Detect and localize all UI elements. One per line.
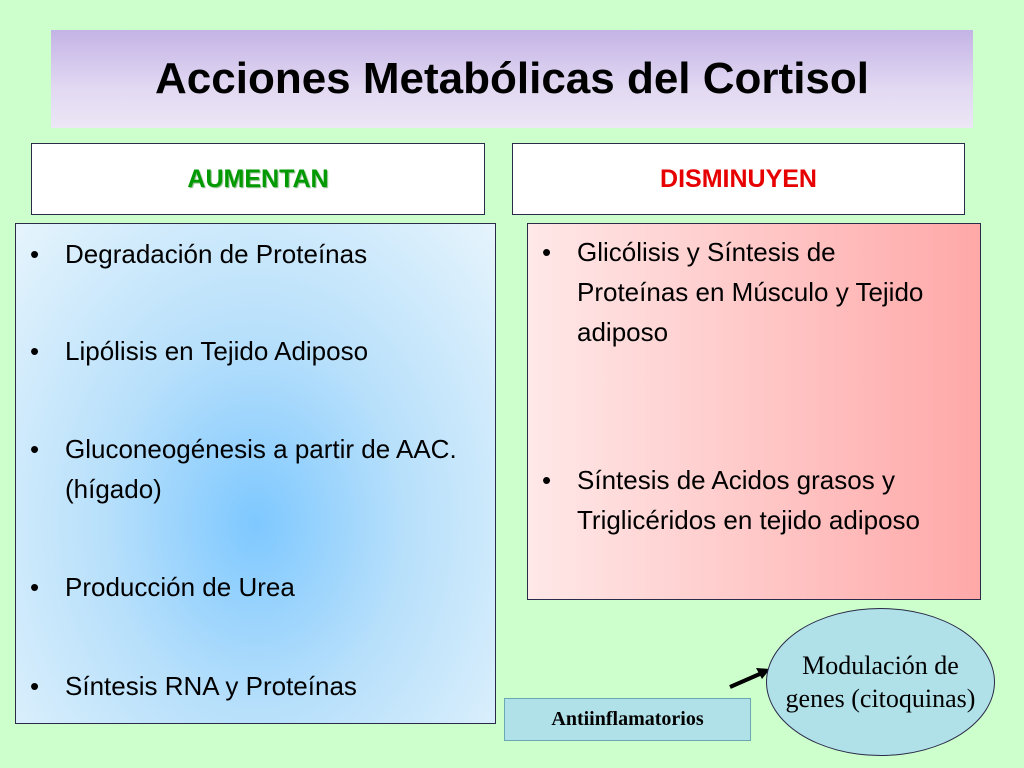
disminuyen-header <box>512 143 965 215</box>
list-item <box>30 666 480 706</box>
list-item <box>30 234 480 274</box>
bullet: • <box>30 336 40 366</box>
list-item-text: Lipólisis en Tejido Adiposo <box>65 336 369 366</box>
bullet: • <box>542 237 552 267</box>
aumentan-header-label: AUMENTAN <box>187 164 329 193</box>
list-item <box>542 232 942 352</box>
list-item-text: Síntesis de Acidos grasos y Triglicéridos en tejido adiposo <box>577 465 921 535</box>
list-item-text: Producción de Urea <box>65 572 295 602</box>
bullet: • <box>30 572 40 602</box>
list-item-text: Síntesis RNA y Proteínas <box>65 671 357 701</box>
list-item-text: Gluconeogénesis a partir de AAC. (hígado) <box>65 434 457 504</box>
bullet: • <box>30 671 40 701</box>
list-item <box>542 460 977 540</box>
list-item <box>30 567 480 607</box>
list-item <box>30 331 480 371</box>
aumentan-header <box>31 143 485 215</box>
list-item-text: Glicólisis y Síntesis de Proteínas en Músculo y Tejido adiposo <box>577 237 924 347</box>
disminuyen-header-label: DISMINUYEN <box>660 164 817 193</box>
bullet: • <box>30 239 40 269</box>
modulacion-text: Modulación de genes (citoquinas) <box>785 651 976 713</box>
bullet: • <box>30 434 40 464</box>
list-item-text: Degradación de Proteínas <box>65 239 368 269</box>
disminuyen-panel <box>527 223 981 600</box>
modulacion-ellipse <box>766 608 995 756</box>
bullet: • <box>542 465 552 495</box>
aumentan-panel <box>15 223 496 724</box>
page-title: Acciones Metabólicas del Cortisol <box>155 54 869 103</box>
title-banner <box>51 30 973 128</box>
antiinflamatorios-label: Antiinflamatorios <box>551 708 704 730</box>
list-item <box>30 429 465 509</box>
antiinflamatorios-label-box <box>504 698 751 741</box>
